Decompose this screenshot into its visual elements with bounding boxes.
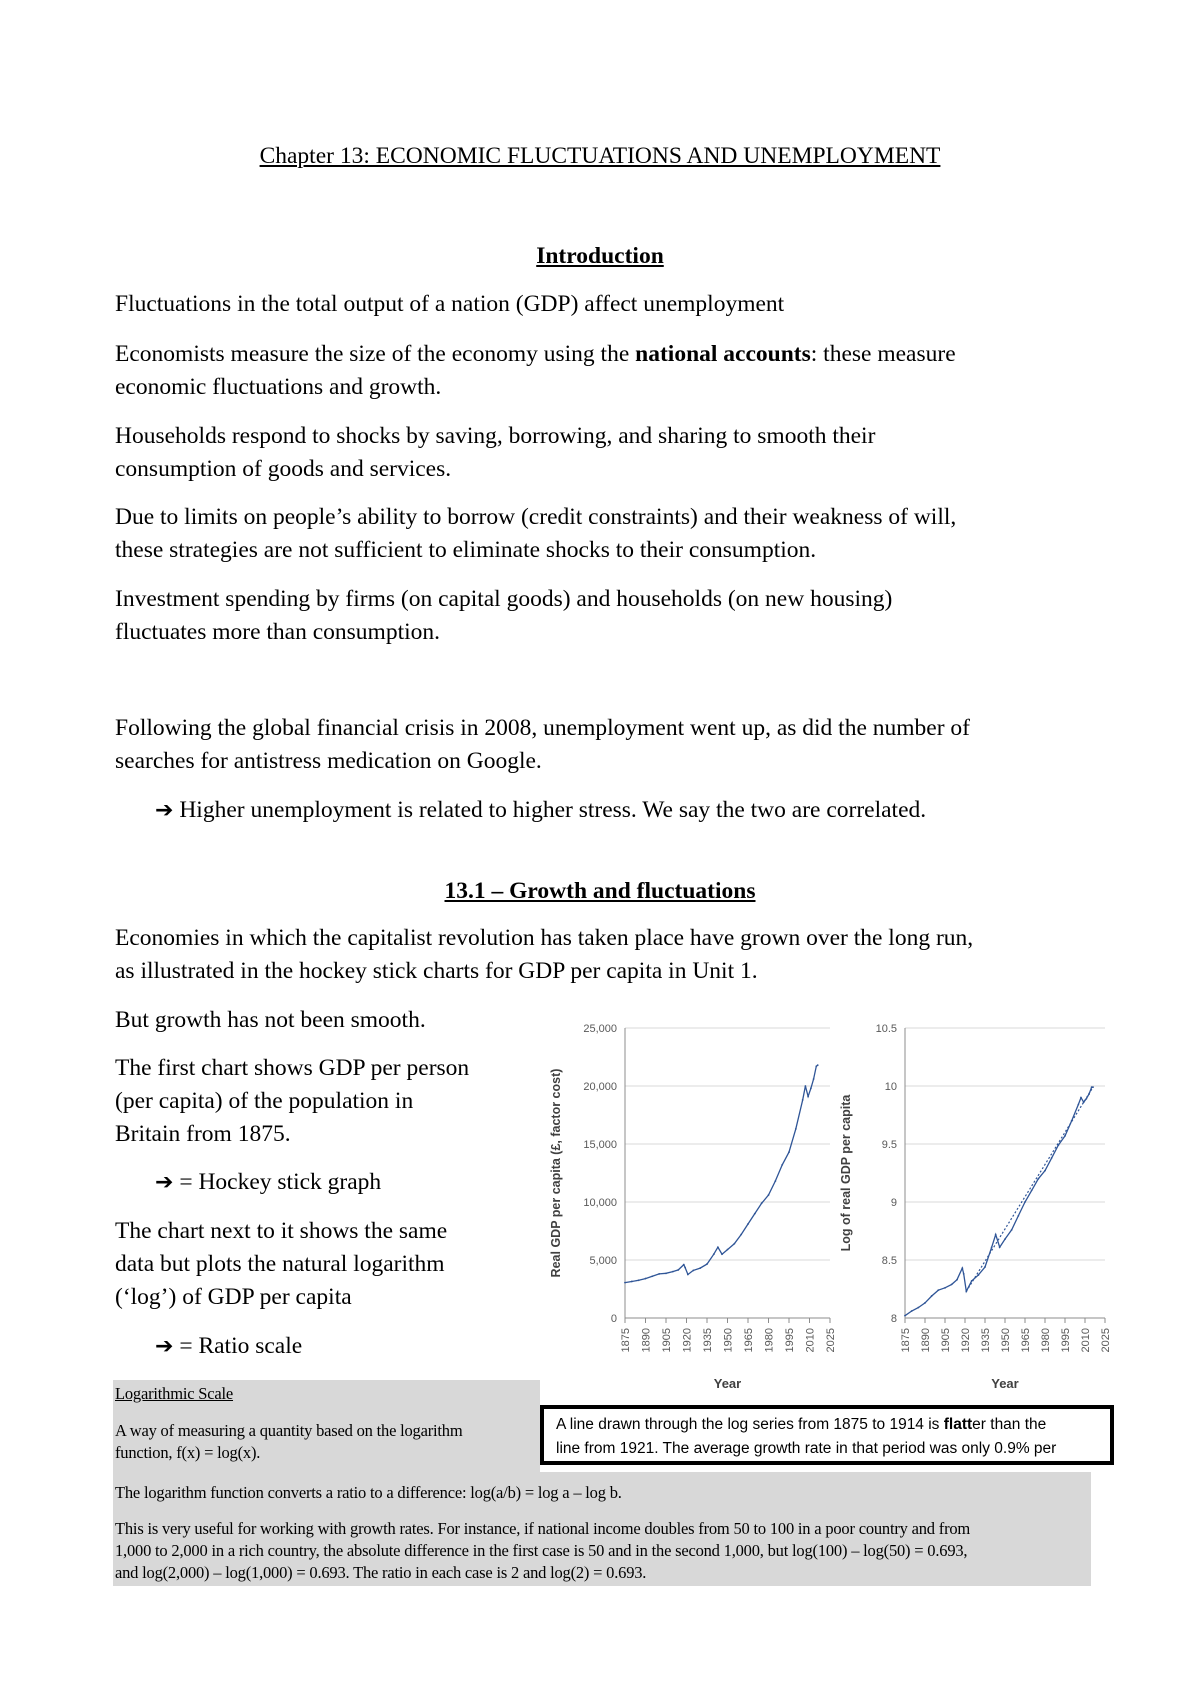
intro-p3-line1: Households respond to shocks by saving, borrowing, and sharing to smooth their <box>115 423 876 449</box>
log-data-point <box>1085 1098 1087 1100</box>
arrow-icon: ➔ <box>155 1334 174 1359</box>
log-data-point <box>1051 1157 1053 1159</box>
log-box-ratio <box>115 1482 1090 1504</box>
hockey-stick-bullet <box>155 1166 535 1199</box>
log-data-point <box>1083 1101 1085 1103</box>
level-y-axis-title: Real GDP per capita (£, factor cost) <box>549 1068 563 1278</box>
level-data-point <box>717 1246 719 1248</box>
log-trend-line <box>966 1087 1093 1291</box>
level-ytick-label: 5,000 <box>589 1255 617 1267</box>
log-x-axis-title: Year <box>991 1376 1019 1391</box>
log-gdp-series-line <box>905 1087 1093 1316</box>
level-xtick-label: 1965 <box>743 1328 755 1353</box>
level-ytick-label: 15,000 <box>583 1139 617 1151</box>
log-data-point <box>951 1283 953 1285</box>
log-data-point <box>963 1273 965 1275</box>
log-xtick-label: 1890 <box>920 1328 932 1353</box>
national-accounts-term: national accounts <box>635 341 811 367</box>
log-box-heading-text: Logarithmic Scale <box>115 1384 234 1403</box>
level-xtick-label: 1920 <box>681 1328 694 1353</box>
log-data-point <box>924 1302 926 1304</box>
section-paragraph-4 <box>115 1215 535 1314</box>
log-data-point <box>977 1274 979 1276</box>
level-data-point <box>807 1096 809 1098</box>
log-y-axis-title: Log of real GDP per capita <box>839 1094 853 1252</box>
log-data-point <box>944 1287 946 1289</box>
section-p4-line1: The chart next to it shows the same <box>115 1218 448 1244</box>
level-data-point <box>761 1202 763 1204</box>
section-p3-line1: The first chart shows GDP per person <box>115 1055 470 1081</box>
level-gdp-series-line <box>625 1065 818 1283</box>
level-data-point <box>706 1263 708 1265</box>
caption-bold-word: flatt <box>943 1416 973 1433</box>
correlation-bullet <box>155 794 1155 827</box>
level-ytick-label: 20,000 <box>583 1081 617 1093</box>
level-data-point <box>677 1269 679 1271</box>
log-box-example <box>115 1518 1090 1584</box>
section-p1-line1: Economies in which the capitalist revolution has taken place have grown over the long run, <box>115 925 974 951</box>
chapter-title-text: Chapter 13: ECONOMIC FLUCTUATIONS AND UNEMPLOYMENT <box>259 143 941 169</box>
chart-caption-box <box>540 1405 1114 1465</box>
level-data-point <box>727 1249 729 1251</box>
level-xtick-label: 1890 <box>640 1328 653 1353</box>
level-ytick-label: 10,000 <box>583 1197 617 1209</box>
level-data-point <box>788 1151 790 1153</box>
log-xtick-label: 1905 <box>940 1328 952 1353</box>
log-data-point <box>961 1267 963 1269</box>
level-xtick-label: 2025 <box>825 1328 837 1353</box>
log-data-point <box>1044 1170 1046 1172</box>
level-data-point <box>631 1281 633 1283</box>
level-data-point <box>645 1278 647 1280</box>
level-data-point <box>684 1267 686 1269</box>
log-box-example-line3: and log(2,000) – log(1,000) = 0.693. The ratio in each case is 2 and log(2) = 0.693. <box>115 1563 647 1582</box>
level-xtick-label: 1875 <box>620 1328 632 1353</box>
log-xtick-label: 1935 <box>980 1328 992 1353</box>
log-data-point <box>1092 1086 1094 1088</box>
level-data-point <box>754 1213 756 1215</box>
log-data-point <box>931 1295 933 1297</box>
level-data-point <box>699 1267 701 1269</box>
level-data-point <box>817 1064 819 1066</box>
log-box-def-line2: function, f(x) = log(x). <box>115 1443 261 1462</box>
intro-paragraph-6 <box>115 712 1155 778</box>
level-data-point <box>692 1270 694 1272</box>
intro-p2-text-after: : these measure <box>810 341 956 367</box>
level-data-point <box>721 1253 723 1255</box>
log-data-point <box>1011 1229 1013 1231</box>
intro-paragraph-4 <box>115 501 1155 567</box>
level-ytick-label: 0 <box>610 1313 617 1325</box>
intro-paragraph-2 <box>115 338 1115 404</box>
level-data-point <box>672 1271 674 1273</box>
level-x-axis-title: Year <box>713 1376 742 1391</box>
chapter-title <box>0 140 1200 173</box>
log-data-point <box>991 1246 993 1248</box>
caption-line1: A line drawn through the log series from 1875 to 1914 is <box>556 1416 944 1433</box>
level-data-point <box>651 1275 653 1277</box>
level-data-point <box>658 1273 660 1275</box>
level-xtick-label: 1950 <box>722 1328 735 1353</box>
level-data-point <box>713 1253 715 1255</box>
log-ytick-label: 10 <box>884 1081 897 1093</box>
log-ytick-label: 8 <box>890 1313 897 1325</box>
log-ytick-label: 9 <box>890 1197 897 1209</box>
log-xtick-label: 2025 <box>1100 1328 1112 1353</box>
level-xtick-label: 1995 <box>784 1328 796 1353</box>
arrow-icon: ➔ <box>155 798 174 823</box>
log-ytick-label: 8.5 <box>881 1255 897 1267</box>
log-xtick-label: 2010 <box>1080 1328 1092 1353</box>
level-data-point <box>815 1065 817 1067</box>
log-data-point <box>965 1290 967 1292</box>
section-paragraph-2 <box>115 1004 515 1037</box>
log-data-point <box>904 1315 906 1317</box>
caption-line2: line from 1921. The average growth rate in that period was only 0.9% per <box>556 1440 1057 1457</box>
level-data-point <box>747 1223 749 1225</box>
section-heading <box>0 875 1200 908</box>
caption-line1-after: er than the <box>972 1416 1047 1433</box>
intro-p4-line1: Due to limits on people’s ability to borrow (credit constraints) and their weakness of will, <box>115 504 957 530</box>
log-box-def-line1: A way of measuring a quantity based on the logarithm <box>115 1421 463 1440</box>
log-data-point <box>1037 1178 1039 1180</box>
log-data-point <box>917 1307 919 1309</box>
log-data-point <box>995 1234 997 1236</box>
intro-heading <box>0 240 1200 273</box>
log-data-point <box>984 1266 986 1268</box>
level-data-point <box>687 1274 689 1276</box>
intro-p3-line2: consumption of goods and services. <box>115 456 452 482</box>
ratio-scale-bullet <box>155 1330 535 1363</box>
arrow-icon: ➔ <box>155 1170 174 1195</box>
section-p1-line2: as illustrated in the hockey stick charts for GDP per capita in Unit 1. <box>115 958 758 984</box>
section-paragraph-3 <box>115 1052 535 1151</box>
level-xtick-label: 1980 <box>763 1328 776 1353</box>
log-box-example-line1: This is very useful for working with growth rates. For instance, if national income doubles from 50 to 100 in a poor country and from <box>115 1519 971 1538</box>
level-data-point <box>795 1128 797 1130</box>
level-data-point <box>638 1279 640 1281</box>
log-xtick-label: 1875 <box>900 1328 912 1353</box>
log-xtick-label: 1995 <box>1060 1328 1072 1353</box>
level-data-point <box>768 1194 770 1196</box>
correlation-bullet-text: Higher unemployment is related to higher stress. We say the two are correlated. <box>179 797 927 823</box>
intro-p6-line1: Following the global financial crisis in 2008, unemployment went up, as did the number of <box>115 715 970 741</box>
intro-p1-text: Fluctuations in the total output of a nation (GDP) affect unemployment <box>115 291 785 317</box>
level-xtick-label: 1905 <box>661 1328 673 1353</box>
intro-paragraph-3 <box>115 420 1115 486</box>
level-data-point <box>740 1234 742 1236</box>
log-data-point <box>956 1279 958 1281</box>
log-data-point <box>1004 1238 1006 1240</box>
intro-p4-line2: these strategies are not sufficient to eliminate shocks to their consumption. <box>115 537 817 563</box>
section-p4-line3: (‘log’) of GDP per capita <box>115 1284 352 1310</box>
log-box-example-line2: 1,000 to 2,000 in a rich country, the absolute difference in the first case is 50 and in the second 1,000, but log(100) – log(50) = 0.693, <box>115 1541 968 1560</box>
level-data-point <box>774 1180 776 1182</box>
level-data-point <box>683 1264 685 1266</box>
intro-p2-text: Economists measure the size of the economy using the <box>115 341 636 367</box>
log-data-point <box>999 1246 1001 1248</box>
log-data-point <box>911 1310 913 1312</box>
section-p4-line2: data but plots the natural logarithm <box>115 1251 445 1277</box>
log-data-point <box>1024 1201 1026 1203</box>
log-data-point <box>1057 1144 1059 1146</box>
hockey-stick-bullet-text: = Hockey stick graph <box>179 1169 382 1195</box>
log-data-point <box>971 1280 973 1282</box>
log-data-point <box>937 1289 939 1291</box>
log-xtick-label: 1950 <box>1000 1328 1012 1353</box>
log-data-point <box>1088 1093 1090 1095</box>
intro-p5-line1: Investment spending by firms (on capital goods) and households (on new housing) <box>115 586 893 612</box>
log-data-point <box>1017 1215 1019 1217</box>
level-data-point <box>665 1272 667 1274</box>
section-p3-line3: Britain from 1875. <box>115 1121 291 1147</box>
log-xtick-label: 1965 <box>1020 1328 1032 1353</box>
log-ytick-label: 10.5 <box>875 1023 897 1035</box>
section-heading-text: 13.1 – Growth and fluctuations <box>444 878 756 904</box>
log-box-definition <box>115 1420 535 1464</box>
intro-paragraph-5 <box>115 583 1115 649</box>
level-data-point <box>733 1243 735 1245</box>
level-data-point <box>813 1078 815 1080</box>
log-data-point <box>1031 1190 1033 1192</box>
intro-p6-line2: searches for antistress medication on Google. <box>115 748 542 774</box>
level-data-point <box>805 1085 807 1087</box>
intro-p2-line2: economic fluctuations and growth. <box>115 374 442 400</box>
log-data-point <box>1080 1097 1082 1099</box>
level-data-point <box>624 1282 626 1284</box>
log-ytick-label: 9.5 <box>881 1139 897 1151</box>
section-paragraph-1 <box>115 922 1175 988</box>
log-xtick-label: 1980 <box>1040 1328 1052 1353</box>
level-xtick-label: 1935 <box>702 1328 714 1353</box>
gdp-charts <box>540 1008 1115 1398</box>
log-xtick-label: 1920 <box>960 1328 972 1353</box>
intro-heading-text: Introduction <box>536 243 664 269</box>
level-ytick-label: 25,000 <box>583 1023 617 1035</box>
section-p3-line2: (per capita) of the population in <box>115 1088 414 1114</box>
log-data-point <box>1077 1104 1079 1106</box>
log-data-point <box>1064 1135 1066 1137</box>
log-box-heading <box>115 1383 535 1405</box>
log-data-point <box>1071 1120 1073 1122</box>
level-data-point <box>810 1087 812 1089</box>
log-box-ratio-text: The logarithm function converts a ratio to a difference: log(a/b) = log a – log b. <box>115 1483 622 1502</box>
level-data-point <box>781 1164 783 1166</box>
section-p2-text: But growth has not been smooth. <box>115 1007 426 1033</box>
intro-paragraph-1 <box>115 288 1115 321</box>
ratio-scale-bullet-text: = Ratio scale <box>179 1333 303 1359</box>
level-data-point <box>802 1099 804 1101</box>
intro-p5-line2: fluctuates more than consumption. <box>115 619 441 645</box>
level-xtick-label: 2010 <box>804 1328 817 1353</box>
